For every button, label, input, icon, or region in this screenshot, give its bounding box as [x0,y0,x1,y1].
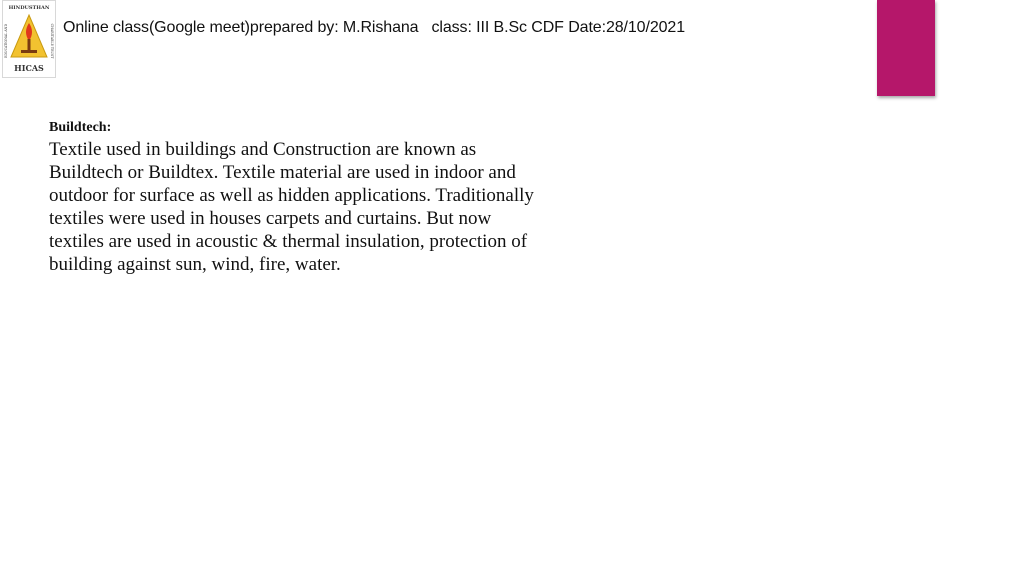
section-body: Textile used in buildings and Construction are known as Buildtech or Buildtex. Textile material are used in indoor and outdoor for surface as well as hidden applications. Traditionally textiles were used in houses carpets and curtains. But now textiles are used in acoustic & thermal insulation, protection of building against sun, wind, fire, water. [49,139,534,275]
accent-bar [877,0,935,96]
svg-text:CHARITABLE TRUST: CHARITABLE TRUST [50,23,54,59]
section-heading: Buildtech: [49,120,112,135]
hicas-logo-emblem [3,1,55,77]
content-block [49,120,549,276]
hicas-logo [2,0,56,78]
svg-text:HINDUSTHAN: HINDUSTHAN [8,5,50,11]
header-text: Online class(Google meet)prepared by: M.Rishana class: III B.Sc CDF Date:28/10/2021 [63,19,686,36]
svg-text:HICAS: HICAS [14,63,44,73]
svg-text:EDUCATIONAL AND: EDUCATIONAL AND [4,23,8,59]
